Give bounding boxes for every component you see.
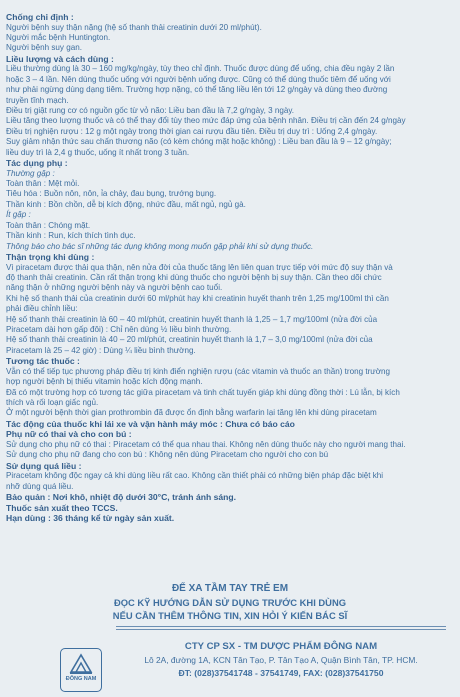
text-line: thích và rối loạn giấc ngủ. [6, 397, 99, 407]
text-line: Thường gặp : [6, 168, 55, 178]
text-line: Hệ số thanh thải creatinin là 60 – 40 ml/phút, creatinin huyết thanh là 1,25 – 1,7 mg/100ml (nửa đời của [6, 314, 378, 324]
text-line: Điều trị giật rung cơ có nguồn gốc từ vỏ não: Liều ban đầu là 7,2 g/ngày, 3 ngày. [6, 106, 295, 116]
company-address: Lô 2A, đường 1A, KCN Tân Tạo, P. Tân Tạo A, Quận Bình Tân, TP. HCM. [144, 655, 418, 665]
text-line: năng thận ở những người bệnh này và người bệnh cao tuổi. [6, 283, 223, 293]
logo-text: ĐÔNG NAM [65, 676, 97, 682]
text-line: Toàn thân : Mệt mỏi. [6, 179, 80, 189]
text-line: Liều tăng theo lượng thuốc và có thể thay đổi tùy theo mức đáp ứng của bệnh nhân. Điều trị cần đến 24 g/ngày [6, 116, 406, 126]
section-heading: Hạn dùng : 36 tháng kể từ ngày sản xuất. [6, 513, 175, 524]
text-line: truyền tĩnh mạch. [6, 95, 69, 105]
text-line: Thần kinh : Run, kích thích tình dục. [6, 231, 136, 241]
section-heading: Tương tác thuốc : [6, 356, 80, 367]
text-line: Piracetam không độc ngay cả khi dùng liều rất cao. Không cần thiết phải có những biện pháp đặc biệt khi [6, 471, 384, 481]
divider-top [116, 626, 446, 627]
company-name: CTY CP SX - TM DƯỢC PHẨM ĐÔNG NAM [184, 641, 378, 652]
text-line: Tiêu hóa : Buồn nôn, nôn, ỉa chảy, đau bụng, trướng bụng. [6, 189, 217, 199]
text-line: độ thanh thải creatinin. Cần rất thận trọng khi dùng thuốc cho người bệnh bị suy thận. Cần theo dõi chức [6, 272, 382, 282]
text-line: Piracetam là 25 – 42 giờ) : Dùng ¼ liều bình thường. [6, 345, 196, 355]
text-line: Người bệnh suy gan. [6, 43, 82, 53]
company-logo [60, 648, 102, 692]
text-line: phải điều chỉnh liều: [6, 304, 78, 314]
text-line: Ít gặp : [6, 210, 31, 220]
section-heading: Phụ nữ có thai và cho con bú : [6, 429, 132, 440]
section-heading: Liều lượng và cách dùng : [6, 53, 114, 64]
text-line: Khi hệ số thanh thải của creatinin dưới 60 ml/phút hay khi creatinin huyết thanh trên 1,25 mg/100ml thì cần [6, 293, 389, 303]
divider-bottom [116, 629, 446, 630]
section-heading: Tác động của thuốc khi lái xe và vận hành máy móc : Chưa có báo cáo [6, 418, 295, 429]
footer-warnings [0, 582, 460, 622]
section-heading: Bảo quản : Nơi khô, nhiệt độ dưới 30°C, tránh ánh sáng. [6, 492, 237, 503]
company-info [116, 640, 446, 680]
section-heading: Chống chỉ định : [6, 12, 74, 22]
section-heading: Tác dụng phụ : [6, 158, 68, 169]
company-phone: ĐT: (028)37541748 - 37541749, FAX: (028)37541750 [178, 668, 384, 678]
keep-away-text: ĐỂ XA TẦM TAY TRẺ EM [171, 583, 289, 594]
text-line: Hệ số thanh thải creatinin là 40 – 20 ml/phút, creatinin huyết thanh là 1,7 – 3,0 mg/100ml (nửa đời của [6, 335, 373, 345]
text-line: Người bệnh suy thận nặng (hệ số thanh thải creatinin dưới 20 ml/phút). [6, 22, 262, 32]
text-line: nhỡ dùng quá liều. [6, 481, 74, 491]
logo-mark-icon [68, 652, 94, 676]
text-line: Toàn thân : Chóng mặt. [6, 220, 91, 230]
text-line: hoặc 3 – 4 lần. Nên dùng thuốc uống với người bệnh uống được. Cũng có thể dùng thuốc tiêm để uống với [6, 74, 391, 84]
text-line: Sử dụng cho phụ nữ có thai : Piracetam có thể qua nhau thai. Không nên dùng thuốc này cho người mang thai. [6, 439, 406, 449]
text-line: Vẫn có thể tiếp tục phương pháp điều trị kinh điển nghiện rượu (các vitamin và thuốc an thần) trong trường [6, 366, 391, 376]
leaflet-body [6, 12, 452, 524]
read-instructions-text: ĐỌC KỸ HƯỚNG DẪN SỬ DỤNG TRƯỚC KHI DÙNG [113, 597, 347, 608]
text-line: Người mắc bệnh Huntington. [6, 33, 111, 42]
text-line: Suy giảm nhận thức sau chấn thương não (có kèm chóng mặt hoặc không) : Liều ban đầu là 9 – 12 g/ngày; [6, 137, 392, 147]
section-heading: Sử dụng quá liều : [6, 460, 82, 471]
text-line: Điều trị nghiện rượu : 12 g một ngày trong thời gian cai rượu đầu tiên. Điều trị duy trì : Uống 2,4 g/ngày. [6, 126, 378, 136]
consult-doctor-text: NẾU CẦN THÊM THÔNG TIN, XIN HỎI Ý KIẾN BÁC SĨ [112, 610, 348, 621]
text-line: Đã có một trường hợp có tương tác giữa piracetam và tinh chất tuyến giáp khi dùng đồng thời : Lú lẫn, bị kích [6, 387, 400, 397]
section-heading: Thuốc sản xuất theo TCCS. [6, 502, 118, 513]
text-line: hợp người bệnh bị thiếu vitamin hoặc kích động mạnh. [6, 377, 203, 387]
text-line: như phải ngừng dùng dạng tiêm. Trường hợp nặng, có thể tăng liều lên tới 12 g/ngày và dùng theo đường [6, 85, 388, 95]
text-line: Liều thường dùng là 30 – 160 mg/kg/ngày, tùy theo chỉ định. Thuốc được dùng để uống, chia đều ngày 2 lần [6, 64, 395, 74]
text-line: Vì piracetam được thải qua thận, nên nửa đời của thuốc tăng lên liên quan trực tiếp với mức độ suy thận và [6, 262, 393, 272]
text-line: Thần kinh : Bồn chồn, dễ bị kích động, nhức đầu, mất ngủ, ngủ gà. [6, 199, 246, 209]
section-heading: Thận trọng khi dùng : [6, 251, 95, 262]
text-line: Ở một người bệnh thời gian prothrombin đã được ổn định bằng warfarin lại tăng lên khi dùng piracetam [6, 408, 377, 418]
text-line: Piracetam dài hơn gấp đôi) : Chỉ nên dùng ½ liều bình thường. [6, 324, 232, 334]
text-line: Sử dụng cho phụ nữ đang cho con bú : Không nên dùng Piracetam cho người cho con bú [6, 450, 329, 460]
text-line: liều duy trì là 2,4 g thuốc, uống ít nhất trong 3 tuần. [6, 147, 190, 157]
text-line: Thông báo cho bác sĩ những tác dụng không mong muốn gặp phải khi sử dụng thuốc. [6, 241, 314, 251]
